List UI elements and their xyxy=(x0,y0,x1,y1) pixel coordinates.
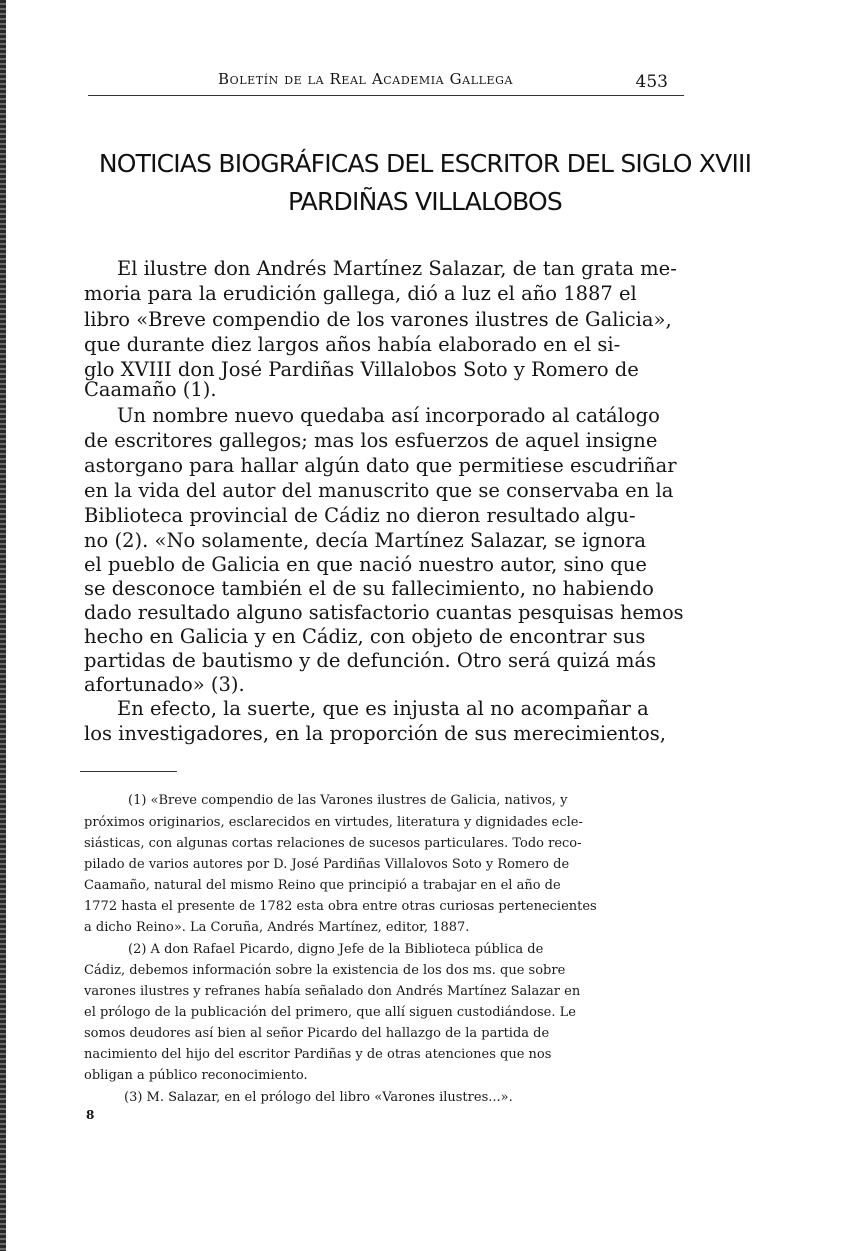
body-line: astorgano para hallar algún dato que permitiese escudriñar xyxy=(84,454,677,477)
footnote-line: el prólogo de la publicación del primero, que allí siguen custodiándose. Le xyxy=(84,1005,576,1020)
body-line: libro «Breve compendio de los varones ilustres de Galicia», xyxy=(84,308,672,331)
article-title-line-2: PARDIÑAS VILLALOBOS xyxy=(288,187,562,216)
footnote-line: (3) M. Salazar, en el prólogo del libro «Varones ilustres...». xyxy=(124,1090,513,1105)
footnote-line: Caamaño, natural del mismo Reino que principió a trabajar en el año de xyxy=(84,878,561,893)
footnote-line: próximos originarios, esclarecidos en virtudes, literatura y dignidades ecle- xyxy=(84,815,583,830)
body-line: en la vida del autor del manuscrito que se conservaba en la xyxy=(84,479,674,502)
footnote-line: obligan a público reconocimiento. xyxy=(84,1068,308,1083)
body-line: dado resultado alguno satisfactorio cuantas pesquisas hemos xyxy=(84,601,684,624)
footnote-line: somos deudores así bien al señor Picardo del hallazgo de la partida de xyxy=(84,1026,550,1041)
footnote-line: a dicho Reino». La Coruña, Andrés Martínez, editor, 1887. xyxy=(84,920,470,935)
header-rule xyxy=(88,95,684,96)
body-line: se desconoce también el de su fallecimiento, no habiendo xyxy=(84,577,654,600)
body-line: hecho en Galicia y en Cádiz, con objeto de encontrar sus xyxy=(84,625,646,648)
body-line: que durante diez largos años había elaborado en el si- xyxy=(84,333,621,356)
footnote-line: varones ilustres y refranes había señalado don Andrés Martínez Salazar en xyxy=(84,984,581,999)
running-title: Boletín de la Real Academia Gallega xyxy=(218,70,514,88)
body-line: los investigadores, en la proporción de sus merecimientos, xyxy=(84,722,666,745)
running-header xyxy=(88,70,682,94)
body-line: de escritores gallegos; mas los esfuerzos de aquel insigne xyxy=(84,429,658,452)
article-title-line-1: NOTICIAS BIOGRÁFICAS DEL ESCRITOR DEL SIGLO XVIII xyxy=(98,149,752,178)
body-line: Caamaño (1). xyxy=(84,378,217,401)
footnote-line: nacimiento del hijo del escritor Pardiñas y de otras atenciones que nos xyxy=(84,1047,552,1062)
body-line: afortunado» (3). xyxy=(84,673,245,696)
footnote-rule xyxy=(80,771,177,772)
body-line: el pueblo de Galicia en que nació nuestro autor, sino que xyxy=(84,553,647,576)
footnote-line: pilado de varios autores por D. José Pardiñas Villalovos Soto y Romero de xyxy=(84,857,570,872)
body-line: moria para la erudición gallega, dió a luz el año 1887 el xyxy=(84,282,637,305)
footnote-line: (2) A don Rafael Picardo, digno Jefe de la Biblioteca pública de xyxy=(128,942,544,957)
footnote-line: Cádiz, debemos información sobre la existencia de los dos ms. que sobre xyxy=(84,963,566,978)
page-number: 453 xyxy=(635,72,668,92)
footnote-line: 1772 hasta el presente de 1782 esta obra entre otras curiosas pertenecientes xyxy=(84,899,597,914)
printer-signature-mark: 8 xyxy=(86,1108,95,1122)
body-line: En efecto, la suerte, que es injusta al no acompañar a xyxy=(117,697,649,720)
body-line: El ilustre don Andrés Martínez Salazar, de tan grata me- xyxy=(117,257,677,280)
book-binding-edge xyxy=(0,0,6,1251)
body-line: Biblioteca provincial de Cádiz no dieron resultado algu- xyxy=(84,504,636,527)
body-line: no (2). «No solamente, decía Martínez Salazar, se ignora xyxy=(84,529,647,552)
body-line: Un nombre nuevo quedaba así incorporado al catálogo xyxy=(117,404,660,427)
body-line: partidas de bautismo y de defunción. Otro será quizá más xyxy=(84,649,657,672)
footnote-line: (1) «Breve compendio de las Varones ilustres de Galicia, nativos, y xyxy=(128,793,568,808)
body-line: glo XVIII don José Pardiñas Villalobos Soto y Romero de xyxy=(84,358,639,381)
footnote-line: siásticas, con algunas cortas relaciones de sucesos particulares. Todo reco- xyxy=(84,836,582,851)
